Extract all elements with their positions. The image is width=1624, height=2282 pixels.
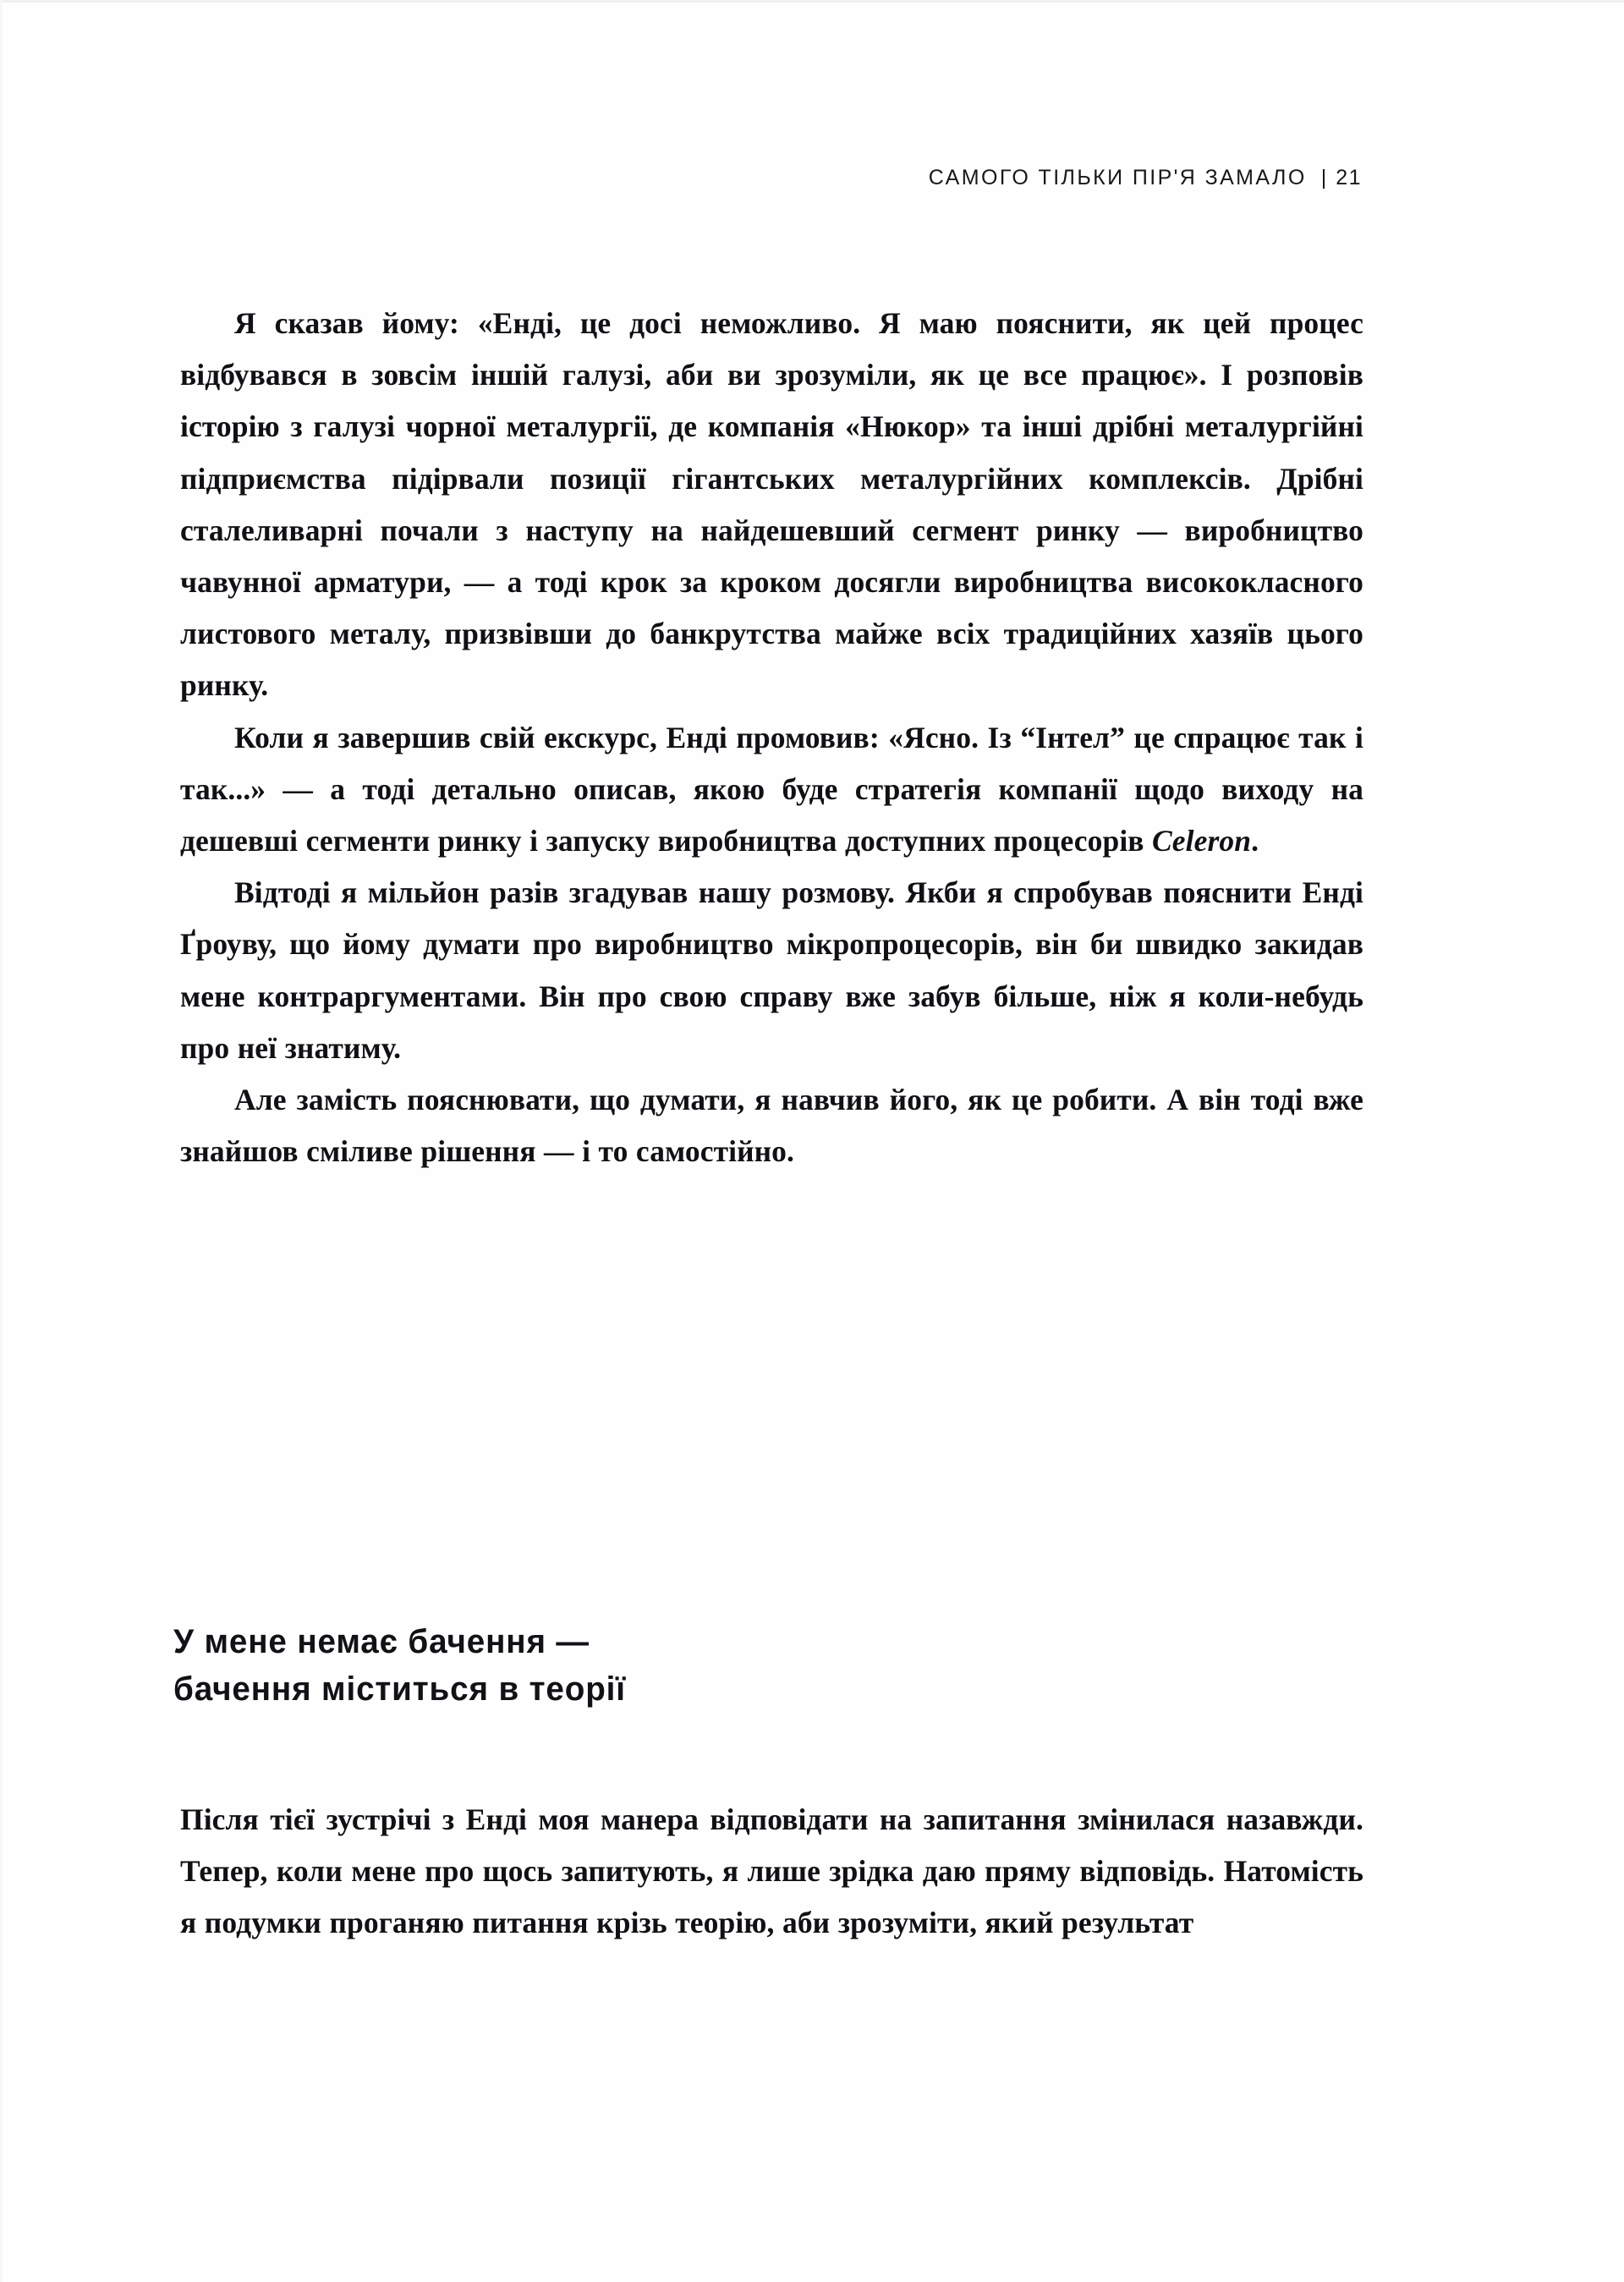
paragraph-2-text-before-italic: Коли я завершив свій екскурс, Енді промовив: «Ясно. Із “Інтел” це спрацює так і так...» — а тоді детально описав, якою буде стратегія компанії щодо виходу на дешевші сегменти ринку і запуску виробництва доступних процесорів xyxy=(180,720,1363,858)
paragraph-2 xyxy=(180,712,1363,868)
section-heading-line-2: бачення міститься в теорії xyxy=(173,1670,626,1708)
running-header xyxy=(180,166,1362,190)
section-heading xyxy=(173,1618,1325,1713)
paragraph-3: Відтоді я мільйон разів згадував нашу розмову. Якби я спробував пояснити Енді Ґроуву, що йому думати про виробництво мікропроцесорів, він би швидко закидав мене контраргументами. Він про свою справу вже забув більше, ніж я коли-небудь про неї знатиму. xyxy=(180,875,1363,1065)
page-edge-top xyxy=(0,0,1624,3)
tail-text-column xyxy=(180,1794,1363,1950)
running-header-separator: | xyxy=(1320,166,1327,189)
section-heading-block xyxy=(173,1618,1366,1713)
running-header-title: САМОГО ТІЛЬКИ ПІР'Я ЗАМАЛО xyxy=(928,166,1307,189)
body-text-column xyxy=(180,298,1363,1177)
page-number: 21 xyxy=(1336,166,1362,189)
paragraph-4: Але замість пояснювати, що думати, я навчив його, як це робити. А він тоді вже знайшов сміливе рішення — і то самостійно. xyxy=(180,1083,1363,1169)
paragraph-5: Після тієї зустрічі з Енді моя манера відповідати на запитання змінилася назавжди. Тепер, коли мене про щось запитують, я лише зрідка даю пряму відповідь. Натомість я подумки проганяю питання крізь теорію, аби зрозуміти, який результат xyxy=(180,1802,1363,1940)
paragraph-2-text-after-italic: . xyxy=(1251,824,1259,858)
section-heading-line-1: У мене немає бачення — xyxy=(173,1623,590,1660)
paragraph-1: Я сказав йому: «Енді, це досі неможливо. Я маю пояснити, як цей процес відбувався в зовсім іншій галузі, аби ви зрозуміли, як це все працює». І розповів історію з галузі чорної металургії, де компанія «Нюкор» та інші дрібні металургійні підприємства підірвали позиції гігантських металургійних комплексів. Дрібні сталеливарні почали з наступу на найдешевший сегмент ринку — виробництво чавунної арматури, — а тоді крок за кроком досягли виробництва висококласного листового металу, призвівши до банкрутства майже всіх традиційних хазяїв цього ринку. xyxy=(180,306,1363,703)
page-edge-left xyxy=(0,0,3,2282)
product-name-celeron: Celeron xyxy=(1152,824,1252,858)
